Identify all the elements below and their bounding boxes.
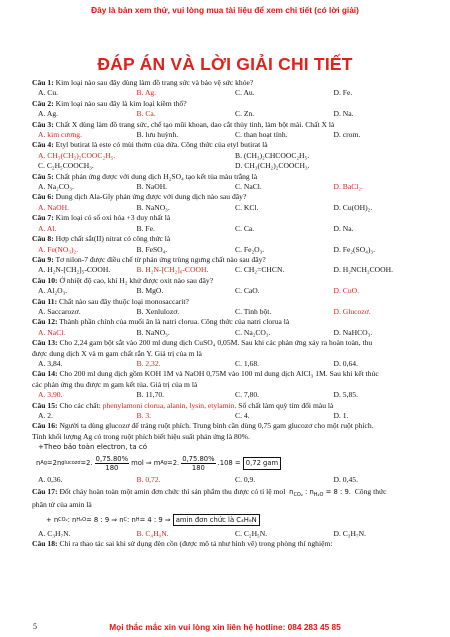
- option-c: C. Ca.: [235, 223, 255, 233]
- option-c: C. NaCl.: [235, 182, 262, 192]
- option-a-correct: A. kim cương.: [38, 130, 82, 140]
- option-b-correct: B. Ca.: [136, 109, 156, 119]
- option-c: C. 1,68.: [235, 358, 260, 368]
- option-a: A. H₂N-[CH₂]₅-COOH.: [38, 265, 111, 275]
- option-b-correct: B. 3.: [136, 411, 152, 420]
- options-1: [32, 88, 432, 98]
- option-c: C. Tinh bột.: [235, 306, 272, 316]
- question-10: [32, 276, 432, 286]
- option-d: D. Fe₂(SO₄)₃.: [333, 244, 375, 254]
- formula-eq3: =2.: [167, 459, 180, 468]
- option-c: C. CH₂=CHCN.: [235, 265, 285, 275]
- question-14: [32, 369, 432, 379]
- sol-rest2: : n: [127, 515, 136, 524]
- sol-mid: : n: [67, 515, 77, 524]
- question-1: [32, 78, 432, 88]
- question-14-cont: các phản ứng thu được m gam kết tủa. Giá trị của m là: [32, 379, 198, 389]
- option-d-correct: D. BaCl₂.: [333, 182, 363, 192]
- options-2: [32, 109, 432, 119]
- formula-sub-glucozo: glucozơ: [61, 460, 81, 467]
- question-number: Câu 11:: [32, 296, 58, 306]
- question-13-cont: được dung dịch X và m gam chất rắn Y. Giá trị của m là: [32, 348, 202, 358]
- option-a-correct: A. Al.: [38, 223, 57, 233]
- option-d: D. crom.: [333, 130, 361, 140]
- question-text-end: Số chất làm quỳ tím đổi màu là: [236, 400, 334, 410]
- question-17: [32, 487, 432, 500]
- formula-n: n: [36, 459, 41, 468]
- option-c: C. KCl.: [235, 202, 259, 212]
- question-number: Câu 1:: [32, 78, 54, 87]
- ratio-sub-co2: CO₂: [293, 492, 303, 499]
- option-b-correct: B. C₄H₉N.: [136, 528, 169, 538]
- ratio-formula: [289, 488, 351, 499]
- options-3: [32, 130, 432, 140]
- options-8: [32, 245, 432, 255]
- option-d: D. CH₃(CH₂)₂COOCH₃.: [235, 161, 310, 171]
- option-d: D. 1.: [333, 411, 349, 420]
- solution-16-intro: +Theo bảo toàn electron, ta có: [38, 443, 148, 452]
- option-a: A. C₃H₇N.: [38, 528, 71, 538]
- option-c: C. Na₂CO₃.: [235, 327, 271, 337]
- question-text: Etyl butirat là este có mùi thơm của dứa. Công thức của etyl butirat là: [55, 140, 268, 150]
- option-c: C. 4.: [235, 411, 250, 420]
- option-b: B. NaNO₃.: [136, 327, 170, 337]
- question-15: [32, 401, 432, 411]
- option-c: C. than hoạt tính.: [235, 130, 288, 140]
- question-18: [32, 539, 432, 549]
- option-a: A. 3,84.: [38, 358, 63, 368]
- question-17-cont: phân tử của amin là: [32, 500, 92, 510]
- question-text: Đốt cháy hoàn toàn một amin đơn chức thì sản phẩm thu được có tỉ lệ mol: [59, 487, 286, 497]
- answer-content: [32, 78, 432, 550]
- question-11: [32, 297, 432, 307]
- option-d: D. Fe.: [333, 88, 353, 98]
- question-number: Câu 10:: [32, 275, 58, 285]
- sol-sub-h2o: H₂O: [76, 516, 87, 523]
- fraction-2: [181, 455, 215, 472]
- question-2: [32, 99, 432, 109]
- option-b: B. lưu huỳnh.: [136, 130, 179, 140]
- question-7: [32, 213, 432, 223]
- option-b: B. MgO.: [136, 286, 164, 296]
- options-9: [32, 265, 432, 275]
- question-number: Câu 4:: [32, 140, 54, 150]
- question-text: Thành phần chính của muối ăn là natri clorua. Công thức của natri clorua là: [59, 317, 290, 327]
- highlighted-substances: phenylamoni clorua, alanin, lysin, etylamin.: [102, 400, 237, 410]
- options-6: [32, 203, 432, 213]
- options-13: [32, 359, 432, 369]
- option-a-correct: A. CH₃(CH₂)₂COOC₂H₅.: [38, 150, 116, 160]
- question-number: Câu 5:: [32, 171, 54, 181]
- option-b: B. (CH₃)₂CHCOOC₂H₅.: [235, 150, 310, 160]
- option-a: A. Al₂O₃.: [38, 286, 68, 296]
- sol-sub-c: C: [123, 516, 128, 523]
- page-title: ĐÁP ÁN VÀ LỜI GIẢI CHI TIẾT: [97, 54, 353, 74]
- options-7: [32, 224, 432, 234]
- options-4-row2: [32, 161, 432, 171]
- question-number: Câu 8:: [32, 234, 54, 244]
- option-d: D. C₃H₇N.: [333, 528, 367, 538]
- option-a: A. 0,36.: [38, 474, 63, 484]
- options-11: [32, 307, 432, 317]
- question-12: [32, 317, 432, 327]
- option-b-correct: B. H₂N-[CH₂]₆-COOH.: [136, 265, 209, 275]
- option-d-correct: D. CuO.: [333, 286, 360, 296]
- option-d: D. Na.: [333, 223, 354, 233]
- option-b: B. Fe.: [136, 223, 155, 233]
- question-text: Chất X dùng làm đồ trang sức, chế tạo mũi khoan, dao cắt thủy tinh, làm bột mài. Chất X là: [55, 119, 335, 129]
- options-15: [32, 411, 432, 421]
- options-17: [32, 529, 432, 539]
- option-b-correct: B. Ag.: [136, 88, 157, 98]
- question-number: Câu 13:: [32, 338, 58, 348]
- option-d: D. 5,85.: [333, 390, 358, 400]
- option-a-correct: A. NaOH.: [38, 202, 70, 212]
- question-text: Hợp chất sắt(II) nitrat có công thức là: [55, 234, 171, 244]
- sol-sub-h: H: [135, 516, 140, 523]
- question-text: Cho 200 ml dung dịch gồm KOH 1M và NaOH 0,75M vào 100 ml dung dịch AlCl₃ 1M. Sau khi kết thúc: [59, 369, 379, 379]
- sol-rest3: = 4 : 9 ⇒: [139, 515, 171, 524]
- fraction-2-den: 180: [191, 464, 205, 473]
- question-text: Dung dịch Ala-Gly phản ứng được với dung dịch nào sau đây?: [55, 192, 247, 202]
- option-c: C. Fe₂O₃.: [235, 244, 265, 254]
- question-number: Câu 17:: [32, 487, 58, 497]
- option-c: C. 0,9.: [235, 474, 256, 484]
- options-5: [32, 182, 432, 192]
- option-b: B. NaOH.: [136, 182, 168, 192]
- sol-n: + n: [46, 515, 59, 524]
- formula-108: .108 =: [217, 459, 241, 468]
- fraction-1-den: 180: [105, 464, 119, 473]
- fraction-1-num: 0,75.80%: [95, 455, 129, 464]
- option-c: C. Au.: [235, 88, 255, 98]
- question-number: Câu 15:: [32, 400, 58, 410]
- question-text: Chất nào sau đây thuộc loại monosaccarit?: [59, 296, 189, 306]
- question-16-cont: Tính khối lượng Ag có trong ruột phích biết hiệu suất phản ứng là 80%.: [32, 431, 250, 441]
- sol-rest: = 8 : 9 ⇒ n: [86, 515, 124, 524]
- option-d: D. NaHCO₃.: [333, 327, 373, 337]
- formula-eq2: =2.: [80, 459, 93, 468]
- option-a-correct: A. NaCl.: [38, 327, 66, 337]
- question-number: Câu 12:: [32, 317, 58, 327]
- option-c: C. CaO.: [235, 286, 260, 296]
- question-number: Câu 2:: [32, 98, 54, 108]
- question-5: [32, 172, 432, 182]
- option-a: A. Saccarozơ.: [38, 306, 81, 316]
- options-14: [32, 390, 432, 400]
- question-text: Tơ nilon-7 được điều chế từ phản ứng trùng ngưng chất nào sau đây?: [55, 254, 266, 264]
- option-d: D. H₂NCH₂COOH.: [333, 265, 394, 275]
- option-c: C. Zn.: [235, 109, 255, 119]
- question-number: Câu 14:: [32, 369, 58, 379]
- option-a: A. Na₂CO₃.: [38, 182, 74, 192]
- hotline-footer: Mọi thắc mắc xin vui lòng xin liên hệ hotline: 084 283 45 85: [109, 622, 341, 632]
- question-text: Kim loại có số oxi hóa +3 duy nhất là: [55, 213, 171, 223]
- option-a: A. 2.: [38, 411, 53, 420]
- question-text: Kim loại nào sau đây là kim loại kiềm thổ?: [55, 98, 187, 108]
- option-d: D. 0,64.: [333, 358, 358, 368]
- ratio-n: n: [289, 488, 294, 497]
- solution-16-formula: [32, 453, 432, 475]
- question-text: Người ta dùng glucozơ để tráng ruột phích. Trung bình cần dùng 0,75 gam glucozơ cho một ruột phích.: [59, 421, 374, 431]
- option-d: D. Na.: [333, 109, 354, 119]
- option-c: C. 7,80.: [235, 390, 260, 400]
- question-text: Cho 2,24 gam bột sắt vào 200 ml dung dịch CuSO₄ 0,05M. Sau khi các phản ứng xảy ra hoàn toàn, thu: [59, 338, 373, 348]
- question-text: Cho các chất:: [59, 400, 103, 410]
- fraction-1: [95, 455, 129, 472]
- question-text: Chỉ ra thao tác sai khi sử dụng đèn cồn (được mô tả như hình vẽ) trong phòng thí nghiệm:: [59, 539, 333, 549]
- question-number: Câu 3:: [32, 119, 54, 129]
- ratio-value: = 8 : 9.: [323, 488, 351, 497]
- ratio-sub-h2o: H₂O: [313, 492, 324, 499]
- option-b: B. 11,70.: [136, 390, 165, 400]
- question-text: Ở nhiệt độ cao, khí H₂ khử được oxit nào sau đây?: [59, 275, 214, 285]
- boxed-answer-17: amin đơn chức là C₄H₉N: [173, 514, 260, 526]
- question-text-end: Công thức: [354, 487, 387, 497]
- question-6: [32, 192, 432, 202]
- question-9: [32, 255, 432, 265]
- question-number: Câu 9:: [32, 254, 54, 264]
- option-b: B. FeSO₄.: [136, 244, 168, 254]
- options-16: [32, 475, 432, 485]
- formula-eq1: =2n: [46, 459, 62, 468]
- sol-sub-co2: CO₂: [58, 516, 68, 523]
- question-13: [32, 338, 432, 348]
- question-number: Câu 7:: [32, 213, 54, 223]
- option-b-correct: B. 2,32.: [136, 358, 161, 368]
- question-text: Chất phản ứng được với dung dịch H₂SO₄ tạo kết tủa màu trắng là: [55, 171, 258, 181]
- option-d: D. 0,45.: [333, 474, 358, 484]
- formula-sub-ag-2: Ag: [160, 460, 167, 467]
- question-4: [32, 140, 432, 150]
- options-4-row1: [32, 151, 432, 161]
- option-c: C. C₂H₅N.: [235, 528, 268, 538]
- option-a-correct: A. Fe(NO₃)₂.: [38, 244, 79, 254]
- options-12: [32, 328, 432, 338]
- page-number: 5: [33, 622, 37, 631]
- question-3: [32, 120, 432, 130]
- ratio-colon: : n: [302, 488, 314, 497]
- options-10: [32, 286, 432, 296]
- question-8: [32, 234, 432, 244]
- question-number: Câu 16:: [32, 421, 58, 431]
- question-number: Câu 18:: [32, 539, 58, 549]
- option-b: B. NaNO₃.: [136, 202, 170, 212]
- question-16: [32, 421, 432, 431]
- boxed-answer-16: 0,72 gam: [243, 457, 281, 469]
- solution-17-formula: [32, 511, 432, 529]
- option-b-correct: B. 0,72.: [136, 474, 161, 484]
- question-text: Kim loại nào sau đây dùng làm đồ trang sức và bảo vệ sức khỏe?: [55, 78, 254, 87]
- option-d: D. Cu(OH)₂.: [333, 202, 373, 212]
- option-a: A. Ag.: [38, 109, 59, 119]
- question-number: Câu 6:: [32, 192, 54, 202]
- fraction-2-num: 0,75.80%: [182, 455, 215, 464]
- option-d-correct: D. Glucozơ.: [333, 306, 371, 316]
- option-a: A. Cu.: [38, 88, 59, 98]
- preview-banner: Đây là bản xem thử, vui lòng mua tài liệu để xem chi tiết (có lời giải): [91, 5, 359, 15]
- formula-sub-ag: Ag: [40, 460, 47, 467]
- option-a-correct: A. 3,90.: [38, 390, 63, 400]
- option-b: B. Xenlulozơ.: [136, 306, 180, 316]
- formula-mol: mol ⇒ m: [131, 459, 161, 468]
- option-c: C. C₂H₅COOCH₃.: [38, 161, 94, 171]
